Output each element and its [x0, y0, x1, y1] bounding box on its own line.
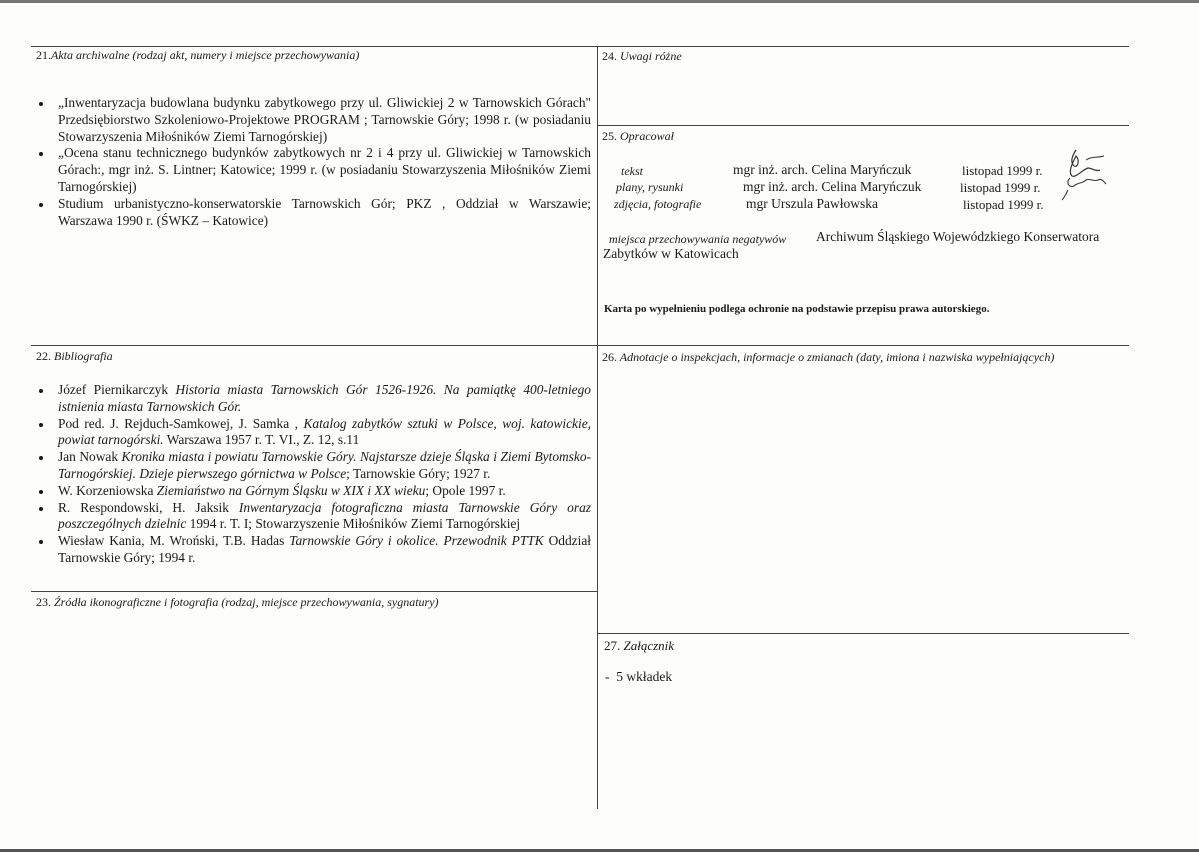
section-21-list	[34, 95, 591, 229]
bib-details: 1994 r. T. I; Stowarzyszenie Miłośników Ziemi Tarnogórskiej	[186, 516, 521, 532]
list-item: „Inwentaryzacja budowlana budynku zabytkowego przy ul. Gliwickiej 2 w Tarnowskich Górach" Przedsiębiorstwo Szkoleniowo-Projektowe PROGRAM ; Tarnowskie Góry; 1998 r. (w posiadaniu Stowarzyszenia Miłośników Ziemi Tarnogórskiej)	[34, 95, 591, 145]
section-22-title	[36, 349, 113, 364]
list-item: Studium urbanistyczno-konserwatorskie Tarnowskich Gór; PKZ , Oddział w Warszawie; Warszawa 1990 r. (ŚWKZ – Katowice)	[34, 196, 591, 230]
bib-author: Pod red. J. Rejduch-Samkowej, J. Samka ,	[58, 415, 304, 431]
bib-title: Tarnowskie Góry i okolice. Przewodnik PTTK	[289, 533, 544, 549]
divider-22-23	[31, 591, 597, 592]
section-24-title	[602, 49, 682, 64]
bib-author: Wiesław Kania, M. Wroński, T.B. Hadas	[58, 533, 290, 549]
handwritten-signature	[1058, 146, 1108, 202]
section-25-label: Opracował	[620, 129, 674, 143]
bib-title: Katalog zabytków sztuki w Polsce, woj. katowickie, powiat tarnogórski.	[58, 415, 591, 448]
section-24-number: 24.	[602, 49, 617, 63]
divider-26-27	[597, 633, 1129, 634]
credit-name-photos: mgr Urszula Pawłowska	[746, 196, 878, 211]
section-26-title	[602, 350, 1054, 365]
bib-author: W. Korzeniowska	[58, 482, 157, 498]
bib-details: ; Opole 1997 r.	[425, 482, 506, 498]
negatives-label: miejsca przechowywania negatywów	[609, 232, 787, 246]
bib-title: Kronika miasta i powiatu Tarnowskie Góry. Najstarsze dzieje Śląska i Ziemi Bytomsko-Tarnogórskiej. Dzieje pierwszego górnictwa w Polsce	[58, 449, 591, 481]
credit-date-drawings: listopad 1999 r.	[960, 180, 1041, 195]
bib-details: Oddział Tarnowskie Góry; 1994 r.	[58, 533, 591, 565]
credit-label-text: tekst	[621, 164, 643, 178]
section-23-title	[36, 595, 439, 610]
list-item	[34, 483, 591, 500]
bib-author: R. Respondowski, H. Jaksik	[58, 499, 239, 515]
credit-name-drawings: mgr inż. arch. Celina Maryńczuk	[743, 179, 922, 194]
bib-title: Historia miasta Tarnowskich Gór 1526-1926. Na pamiątkę 400-letniego istnienia miasta Tarnowskich Gór.	[58, 382, 592, 414]
negatives-value: Archiwum Śląskiego Wojewódzkiego Konserwatora	[816, 229, 1100, 244]
center-divider	[597, 46, 598, 809]
scan-top-edge	[0, 0, 1199, 3]
bib-author: Józef Piernikarczyk	[58, 382, 176, 397]
bib-details: Warszawa 1957 r. T. VI., Z. 12, s.11	[163, 432, 360, 448]
section-27-number: 27.	[604, 638, 621, 653]
credit-label-photos: zdjęcia, fotografie	[614, 197, 702, 211]
copyright-note: Karta po wypełnieniu podlega ochronie na podstawie przepisu prawa autorskiego.	[604, 303, 990, 315]
section-21-title	[36, 48, 359, 63]
credit-name-text: mgr inż. arch. Celina Maryńczuk	[733, 162, 912, 177]
section-22-number: 22.	[36, 349, 51, 363]
credit-date-text: listopad 1999 r.	[962, 163, 1043, 178]
section-27-title	[604, 638, 674, 654]
section-27-label: Załącznik	[623, 638, 675, 653]
list-item	[34, 449, 591, 483]
section-21-number: 21.	[36, 48, 51, 62]
section-25-title	[602, 129, 674, 144]
list-item	[34, 500, 591, 534]
bib-details: ; Tarnowskie Góry; 1927 r.	[346, 465, 491, 481]
section-25-number: 25.	[602, 129, 617, 143]
list-item	[34, 533, 591, 567]
top-border-line	[31, 46, 1129, 47]
section-26-number: 26.	[602, 350, 617, 364]
credit-date-photos: listopad 1999 r.	[963, 197, 1044, 212]
section-22-list	[34, 382, 591, 567]
divider-24-25	[597, 125, 1129, 126]
bib-author: Jan Nowak	[58, 449, 122, 465]
section-21-label: Akta archiwalne (rodzaj akt, numery i miejsce przechowywania)	[51, 48, 360, 62]
section-24-label: Uwagi różne	[620, 49, 682, 63]
section-23-label: Źródła ikonograficzne i fotografia (rodzaj, miejsce przechowywania, sygnatury)	[54, 595, 439, 609]
divider-21-22	[31, 345, 1129, 346]
list-item	[34, 416, 591, 450]
bib-title: Inwentaryzacja fotograficzna miasta Tarnowskie Góry oraz poszczególnych dzielnic	[58, 499, 591, 532]
section-23-number: 23.	[36, 595, 51, 609]
list-item	[34, 382, 591, 416]
section-22-label: Bibliografia	[54, 349, 113, 363]
attachment-content: - 5 wkładek	[605, 669, 673, 684]
list-item: „Ocena stanu technicznego budynków zabytkowych nr 2 i 4 przy ul. Gliwickiej w Tarnowskich Górach:, mgr inż. S. Lintner; Katowice; 1999 r. (w posiadaniu Stowarzyszenia Miłośników Ziemi Tarnogórskiej)	[34, 145, 591, 195]
bib-title: Ziemiaństwo na Górnym Śląsku w XIX i XX wieku	[156, 482, 426, 498]
section-26-label: Adnotacje o inspekcjach, informacje o zmianach (daty, imiona i nazwiska wypełniających)	[619, 350, 1055, 364]
negatives-value-line2: Zabytków w Katowicach	[603, 246, 739, 261]
credit-label-drawings: plany, rysunki	[616, 180, 684, 194]
